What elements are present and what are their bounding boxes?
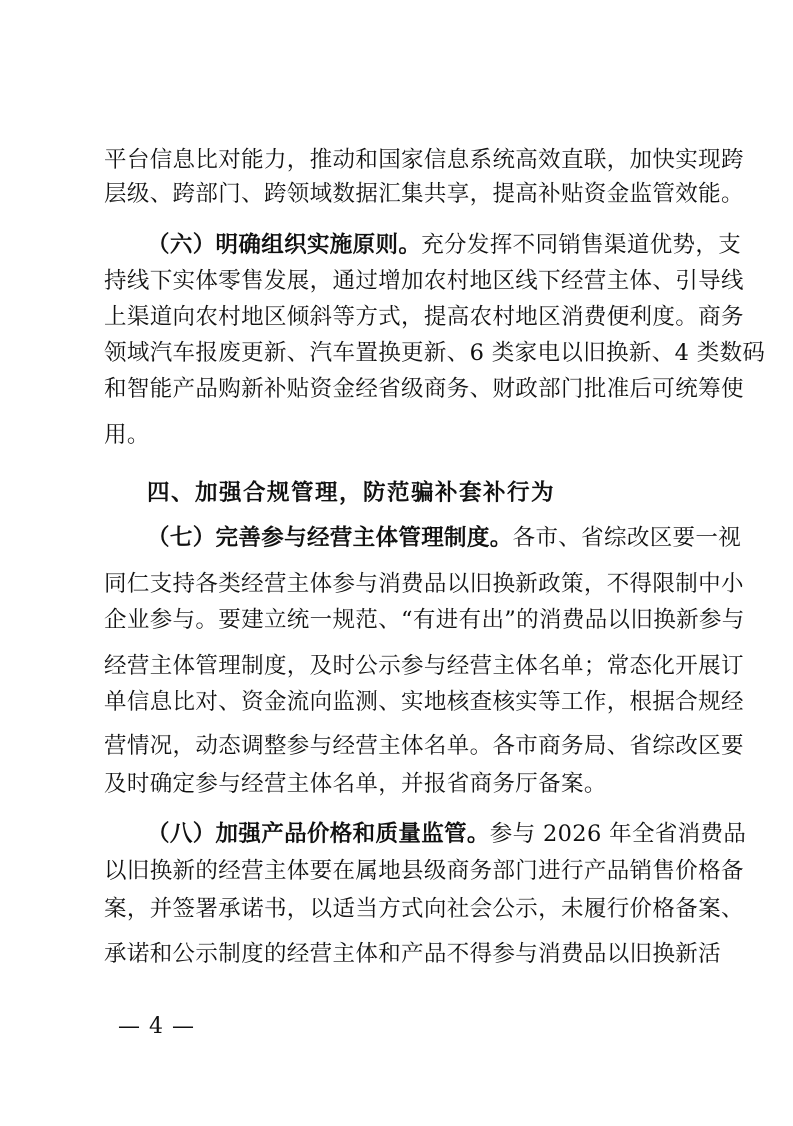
paragraph-line: 经营主体管理制度，及时公示参与经营主体名单；常态化开展订 (104, 653, 744, 679)
paragraph-text: 充分发挥不同销售渠道优势，支 (421, 232, 742, 258)
paragraph-line: 案，并签署承诺书，以适当方式向社会公示，未履行价格备案、 (104, 896, 744, 922)
paragraph-text: 参与 2026 年全省消费品 (489, 821, 747, 847)
paragraph-line: 平台信息比对能力，推动和国家信息系统高效直联，加快实现跨 (104, 147, 744, 173)
section-heading: 四、加强合规管理，防范骗补套补行为 (147, 480, 556, 506)
paragraph-line (147, 230, 741, 260)
paragraph-line (147, 523, 741, 553)
paragraph-line: 上渠道向农村地区倾斜等方式，提高农村地区消费便利度。商务 (104, 304, 744, 330)
paragraph-line: 及时确定参与经营主体名单，并报省商务厅备案。 (104, 771, 607, 797)
paragraph-line: 领域汽车报废更新、汽车置换更新、6 类家电以旧换新、4 类数码 (104, 340, 766, 366)
paragraph-line: 和智能产品购新补贴资金经省级商务、财政部门批准后可统筹使 (104, 376, 744, 402)
paragraph-line: 企业参与。要建立统一规范、“有进有出”的消费品以旧换新参与 (104, 607, 745, 633)
paragraph-line: 以旧换新的经营主体要在属地县级商务部门进行产品销售价格备 (104, 858, 744, 884)
section-label-6: （六）明确组织实施原则。 (147, 232, 422, 258)
paragraph-line: 同仁支持各类经营主体参与消费品以旧换新政策，不得限制中小 (104, 571, 744, 597)
paragraph-line: 营情况，动态调整参与经营主体名单。各市商务局、省综改区要 (104, 733, 744, 759)
section-label-8: （八）加强产品价格和质量监管。 (147, 821, 490, 847)
section-label-7: （七）完善参与经营主体管理制度。 (147, 525, 513, 551)
paragraph-line: 承诺和公示制度的经营主体和产品不得参与消费品以旧换新活 (104, 941, 721, 967)
paragraph-line: 持线下实体零售发展，通过增加农村地区线下经营主体、引导线 (104, 268, 744, 294)
paragraph-line: 用。 (104, 422, 150, 448)
page-number: — 4 — (118, 1014, 195, 1039)
paragraph-line: 层级、跨部门、跨领域数据汇集共享，提高补贴资金监管效能。 (104, 181, 744, 207)
paragraph-text: 各市、省综改区要一视 (512, 525, 742, 551)
paragraph-line: 单信息比对、资金流向监测、实地核查核实等工作，根据合规经 (104, 689, 744, 715)
paragraph-line (147, 819, 746, 849)
